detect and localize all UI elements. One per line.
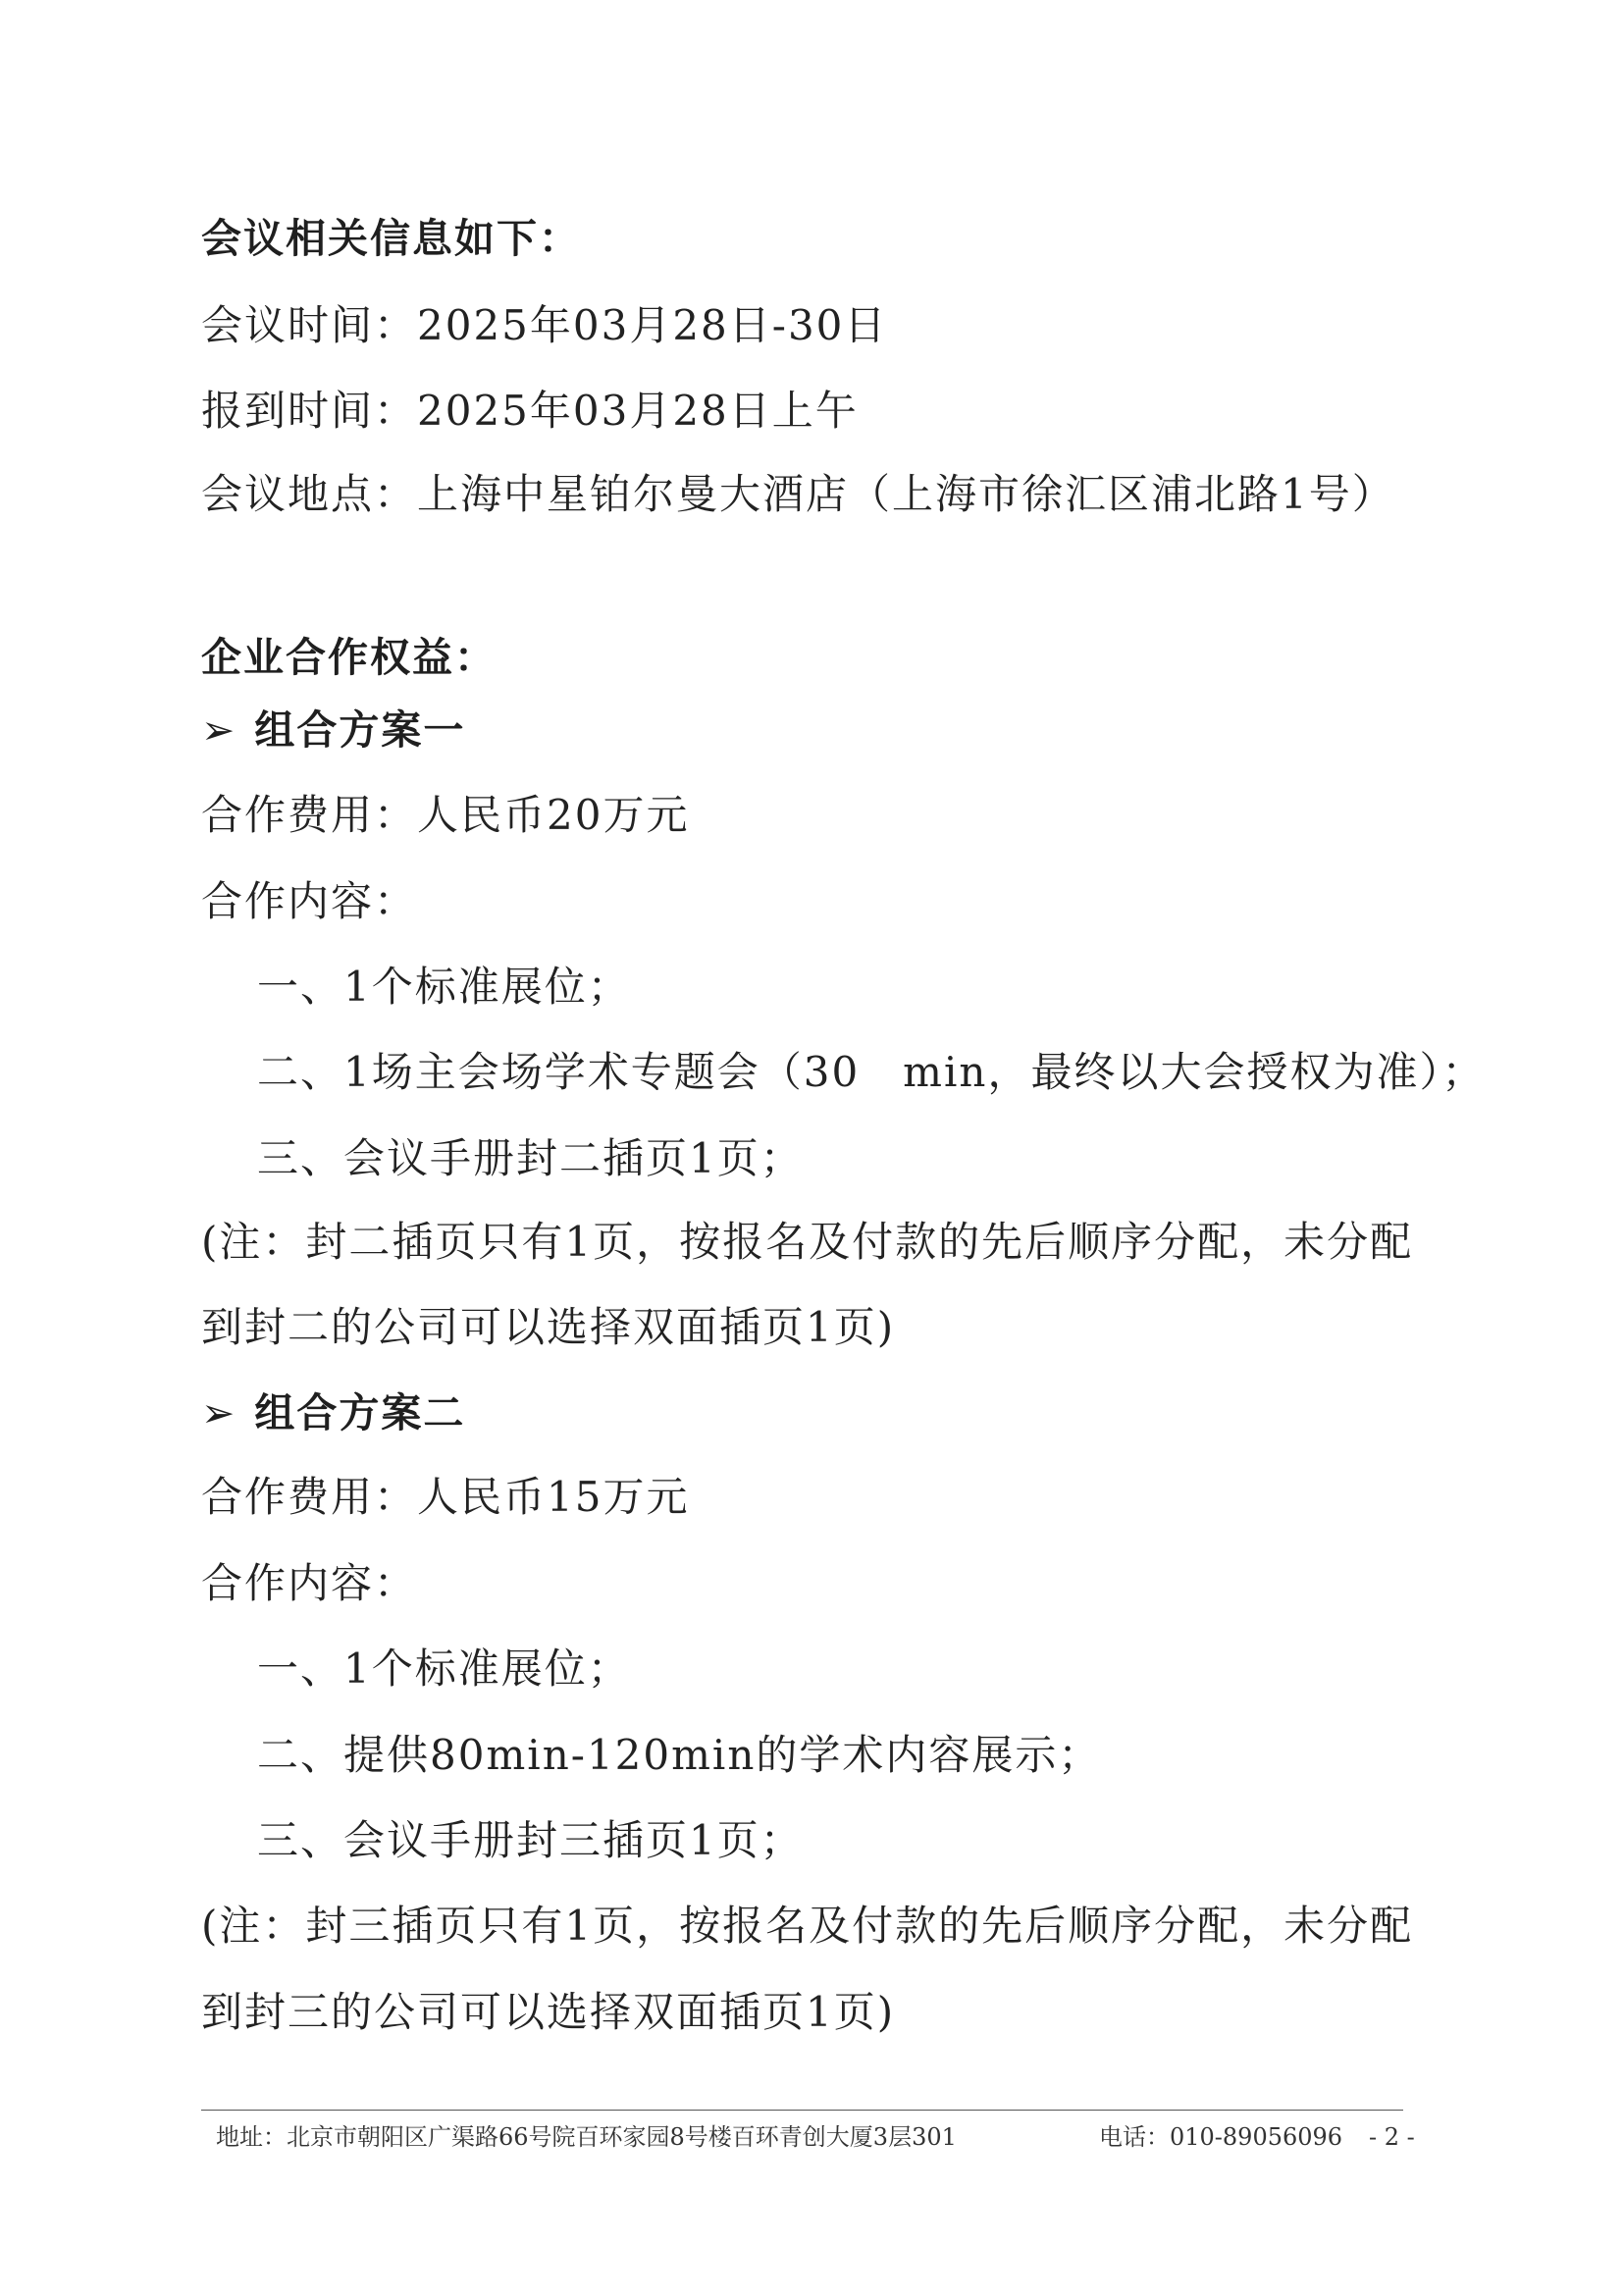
plan1-item-2: 二、1场主会场学术专题会（30 min，最终以大会授权为准）；: [257, 1048, 1486, 1096]
plan1-item-1: 一、1个标准展位；: [257, 963, 631, 1011]
plan1-fee: 合作费用：人民币20万元: [201, 791, 690, 839]
plan2-note-line-1: (注：封三插页只有1页，按报名及付款的先后顺序分配，未分配: [201, 1902, 1414, 1950]
plan2-item-2: 二、提供80min-120min的学术内容展示；: [257, 1731, 1102, 1779]
footer-divider: [201, 2110, 1403, 2111]
page-number: - 2 -: [1369, 2123, 1415, 2151]
footer-address: 地址：北京市朝阳区广渠路66号院百环家园8号楼百环青创大厦3层301: [216, 2123, 957, 2151]
plan2-heading: [201, 1389, 466, 1436]
plan1-note-line-2: 到封二的公司可以选择双面插页1页): [201, 1303, 896, 1351]
footer-phone: 电话：010-89056096: [1099, 2123, 1343, 2151]
arrow-bullet-icon: ➢: [201, 1389, 237, 1436]
plan2-item-3: 三、会议手册封三插页1页；: [257, 1816, 804, 1864]
plan1-title: 组合方案一: [254, 706, 466, 754]
plan1-content-label: 合作内容：: [201, 877, 418, 925]
meeting-time: 会议时间：2025年03月28日-30日: [201, 301, 888, 349]
plan1-note-line-1: (注：封二插页只有1页，按报名及付款的先后顺序分配，未分配: [201, 1218, 1414, 1266]
plan2-note-line-2: 到封三的公司可以选择双面插页1页): [201, 1988, 896, 2036]
plan2-title: 组合方案二: [254, 1389, 466, 1436]
plan1-item-3: 三、会议手册封二插页1页；: [257, 1134, 804, 1182]
plan2-fee: 合作费用：人民币15万元: [201, 1473, 690, 1521]
plan2-content-label: 合作内容：: [201, 1559, 418, 1607]
meeting-info-heading: 会议相关信息如下：: [201, 215, 581, 262]
arrow-bullet-icon: ➢: [201, 706, 237, 754]
plan1-heading: [201, 706, 466, 754]
meeting-location: 会议地点：上海中星铂尔曼大酒店（上海市徐汇区浦北路1号）: [201, 470, 1395, 518]
plan2-item-1: 一、1个标准展位；: [257, 1644, 631, 1693]
cooperation-heading: 企业合作权益：: [201, 634, 497, 681]
registration-time: 报到时间：2025年03月28日上午: [201, 387, 859, 435]
